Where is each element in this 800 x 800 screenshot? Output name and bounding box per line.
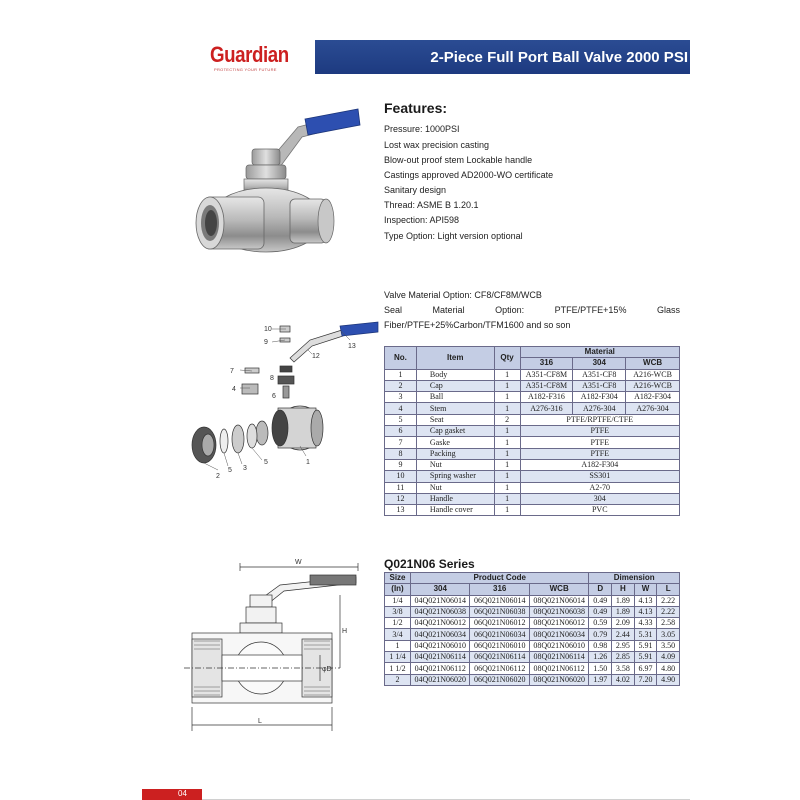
cell-c304: 04Q021N06038 <box>411 606 470 617</box>
callout-label: 2 <box>216 473 220 480</box>
cell-w: 5.31 <box>634 629 657 640</box>
callout-label: 1 <box>306 459 310 466</box>
cell-d: 1.26 <box>589 652 612 663</box>
cell-item: Cap gasket <box>416 426 494 437</box>
page-number: 04 <box>178 789 187 798</box>
header-wcb: WCB <box>626 358 680 369</box>
table-row <box>385 482 680 493</box>
cell-304: A351-CF8 <box>573 369 626 380</box>
header-size: Size <box>385 573 411 584</box>
cell-size: 2 <box>385 674 411 685</box>
table-row <box>385 663 680 674</box>
cell-c304: 04Q021N06020 <box>411 674 470 685</box>
cell-l: 4.09 <box>657 652 680 663</box>
cell-l: 4.80 <box>657 663 680 674</box>
cell-c316: 06Q021N06010 <box>470 640 529 651</box>
table-row <box>385 392 680 403</box>
cell-304: A276-304 <box>573 403 626 414</box>
table-row <box>385 369 680 380</box>
callout-label: 7 <box>230 368 234 375</box>
cell-w: 6.97 <box>634 663 657 674</box>
cell-item: Body <box>416 369 494 380</box>
cell-w: 5.91 <box>634 652 657 663</box>
cell-size: 1 1/2 <box>385 663 411 674</box>
cell-c304: 04Q021N06014 <box>411 595 470 606</box>
cell-no: 13 <box>385 505 417 516</box>
table-row <box>385 437 680 448</box>
cell-wcb: A276-304 <box>626 403 680 414</box>
cell-l: 3.05 <box>657 629 680 640</box>
table-row <box>385 426 680 437</box>
cell-qty: 1 <box>494 448 520 459</box>
cell-material: A2-70 <box>520 482 679 493</box>
header-d: D <box>589 584 612 595</box>
callout-label: 13 <box>348 343 356 350</box>
cell-size: 1/2 <box>385 618 411 629</box>
table-row <box>385 403 680 414</box>
callout-label: 6 <box>272 393 276 400</box>
cell-cwcb: 08Q021N06012 <box>529 618 588 629</box>
feature-line: Type Option: Light version optional <box>384 231 523 241</box>
cell-size: 3/4 <box>385 629 411 640</box>
cell-c316: 06Q021N06034 <box>470 629 529 640</box>
cell-qty: 1 <box>494 493 520 504</box>
header-h: H <box>612 584 635 595</box>
table-row <box>385 652 680 663</box>
cell-item: Seat <box>416 414 494 425</box>
cell-qty: 1 <box>494 459 520 470</box>
dim-label-h: H <box>342 628 348 635</box>
cell-304: A351-CF8 <box>573 380 626 391</box>
table-row <box>385 618 680 629</box>
cell-no: 8 <box>385 448 417 459</box>
feature-line: Thread: ASME B 1.20.1 <box>384 200 479 210</box>
cell-qty: 1 <box>494 403 520 414</box>
cell-qty: 1 <box>494 426 520 437</box>
cell-item: Gaske <box>416 437 494 448</box>
header-304: 304 <box>411 584 470 595</box>
cell-no: 5 <box>385 414 417 425</box>
cell-c304: 04Q021N06034 <box>411 629 470 640</box>
table-row <box>385 606 680 617</box>
cell-d: 1.50 <box>589 663 612 674</box>
dim-label-w: W <box>295 559 302 566</box>
cell-l: 2.22 <box>657 595 680 606</box>
cell-wcb: A216-WCB <box>626 380 680 391</box>
cell-h: 4.02 <box>612 674 635 685</box>
dim-label-l: L <box>258 718 262 725</box>
cell-d: 0.59 <box>589 618 612 629</box>
cell-material: SS301 <box>520 471 679 482</box>
table-row <box>385 629 680 640</box>
cell-no: 2 <box>385 380 417 391</box>
features-title: Features: <box>384 100 448 116</box>
cell-h: 3.58 <box>612 663 635 674</box>
cell-w: 7.20 <box>634 674 657 685</box>
feature-line: Inspection: API598 <box>384 215 460 225</box>
header-product-code: Product Code <box>411 573 589 584</box>
cell-w: 4.13 <box>634 595 657 606</box>
table-row <box>385 448 680 459</box>
cell-c316: 06Q021N06038 <box>470 606 529 617</box>
seal-material-option: Seal Material Option: PTFE/PTFE+15% Glass Fiber/PTFE+25%Carbon/TFM1600 and so son <box>384 305 680 330</box>
cell-l: 2.22 <box>657 606 680 617</box>
cell-316: A351-CF8M <box>520 369 573 380</box>
cell-h: 2.44 <box>612 629 635 640</box>
cell-cwcb: 08Q021N06038 <box>529 606 588 617</box>
dim-label-d: φD <box>322 666 332 673</box>
cell-no: 4 <box>385 403 417 414</box>
cell-c304: 04Q021N06010 <box>411 640 470 651</box>
cell-no: 6 <box>385 426 417 437</box>
cell-316: A351-CF8M <box>520 380 573 391</box>
dimension-drawing <box>180 555 380 745</box>
cell-qty: 1 <box>494 505 520 516</box>
cell-w: 5.91 <box>634 640 657 651</box>
cell-h: 2.09 <box>612 618 635 629</box>
cell-material: PTFE <box>520 448 679 459</box>
table-row <box>385 674 680 685</box>
cell-cwcb: 08Q021N06112 <box>529 663 588 674</box>
header-w: W <box>634 584 657 595</box>
cell-c316: 06Q021N06112 <box>470 663 529 674</box>
cell-d: 1.97 <box>589 674 612 685</box>
cell-item: Handle <box>416 493 494 504</box>
cell-cwcb: 08Q021N06114 <box>529 652 588 663</box>
header-qty: Qty <box>494 347 520 370</box>
cell-wcb: A216-WCB <box>626 369 680 380</box>
series-title: Q021N06 Series <box>384 557 475 571</box>
cell-item: Cap <box>416 380 494 391</box>
header-316: 316 <box>470 584 529 595</box>
cell-material: PTFE/RPTFE/CTFE <box>520 414 679 425</box>
cell-material: A182-F304 <box>520 459 679 470</box>
table-row <box>385 595 680 606</box>
cell-w: 4.33 <box>634 618 657 629</box>
callout-label: 9 <box>264 339 268 346</box>
cell-cwcb: 08Q021N06014 <box>529 595 588 606</box>
cell-qty: 1 <box>494 392 520 403</box>
table-row <box>385 471 680 482</box>
table-row <box>385 640 680 651</box>
cell-item: Spring washer <box>416 471 494 482</box>
cell-no: 12 <box>385 493 417 504</box>
cell-qty: 2 <box>494 414 520 425</box>
feature-line: Blow-out proof stem Lockable handle <box>384 155 533 165</box>
material-table <box>384 346 680 516</box>
cell-h: 1.89 <box>612 595 635 606</box>
callout-label: 12 <box>312 353 320 360</box>
cell-w: 4.13 <box>634 606 657 617</box>
header-wcb: WCB <box>529 584 588 595</box>
cell-c316: 06Q021N06020 <box>470 674 529 685</box>
feature-line: Pressure: 1000PSI <box>384 124 460 134</box>
cell-qty: 1 <box>494 482 520 493</box>
header-size-unit: (In) <box>385 584 411 595</box>
cell-qty: 1 <box>494 369 520 380</box>
cell-item: Handle cover <box>416 505 494 516</box>
cell-c304: 04Q021N06112 <box>411 663 470 674</box>
cell-no: 9 <box>385 459 417 470</box>
cell-316: A276-316 <box>520 403 573 414</box>
table-row <box>385 505 680 516</box>
cell-material: PTFE <box>520 426 679 437</box>
cell-no: 7 <box>385 437 417 448</box>
cell-qty: 1 <box>494 437 520 448</box>
table-row <box>385 380 680 391</box>
feature-line: Castings approved AD2000-WO certificate <box>384 170 554 180</box>
cell-item: Ball <box>416 392 494 403</box>
cell-cwcb: 08Q021N06010 <box>529 640 588 651</box>
cell-d: 0.98 <box>589 640 612 651</box>
cell-no: 11 <box>385 482 417 493</box>
brand-logo: Guardian <box>210 42 289 67</box>
cell-d: 0.79 <box>589 629 612 640</box>
brand-tagline: PROTECTING YOUR FUTURE <box>214 67 277 72</box>
footer-bar <box>142 789 202 800</box>
feature-line: Sanitary design <box>384 185 447 195</box>
cell-no: 10 <box>385 471 417 482</box>
table-row <box>385 493 680 504</box>
page-title: 2-Piece Full Port Ball Valve 2000 PSI <box>430 49 688 66</box>
cell-material: PTFE <box>520 437 679 448</box>
cell-d: 0.49 <box>589 606 612 617</box>
cell-qty: 1 <box>494 471 520 482</box>
cell-cwcb: 08Q021N06034 <box>529 629 588 640</box>
header-dimension: Dimension <box>589 573 680 584</box>
cell-l: 2.58 <box>657 618 680 629</box>
cell-c304: 04Q021N06114 <box>411 652 470 663</box>
cell-h: 2.85 <box>612 652 635 663</box>
cell-material: 304 <box>520 493 679 504</box>
header-316: 316 <box>520 358 573 369</box>
cell-size: 1/4 <box>385 595 411 606</box>
cell-h: 1.89 <box>612 606 635 617</box>
callout-label: 5 <box>228 467 232 474</box>
cell-l: 3.50 <box>657 640 680 651</box>
cell-size: 1 1/4 <box>385 652 411 663</box>
cell-cwcb: 08Q021N06020 <box>529 674 588 685</box>
table-row <box>385 459 680 470</box>
callout-label: 8 <box>270 375 274 382</box>
cell-c316: 06Q021N06114 <box>470 652 529 663</box>
cell-c316: 06Q021N06012 <box>470 618 529 629</box>
valve-photo <box>180 105 370 275</box>
cell-304: A182-F304 <box>573 392 626 403</box>
callout-label: 10 <box>264 326 272 333</box>
table-row <box>385 414 680 425</box>
callout-label: 3 <box>243 465 247 472</box>
cell-l: 4.90 <box>657 674 680 685</box>
exploded-view-drawing <box>180 318 380 488</box>
header-304: 304 <box>573 358 626 369</box>
cell-size: 1 <box>385 640 411 651</box>
header-material: Material <box>520 347 679 358</box>
cell-item: Nut <box>416 459 494 470</box>
valve-material-option: Valve Material Option: CF8/CF8M/WCB <box>384 290 542 300</box>
cell-h: 2.95 <box>612 640 635 651</box>
cell-c316: 06Q021N06014 <box>470 595 529 606</box>
header-l: L <box>657 584 680 595</box>
cell-item: Packing <box>416 448 494 459</box>
cell-material: PVC <box>520 505 679 516</box>
cell-c304: 04Q021N06012 <box>411 618 470 629</box>
cell-item: Nut <box>416 482 494 493</box>
feature-line: Lost wax precision casting <box>384 140 490 150</box>
series-table <box>384 572 680 686</box>
header-no: No. <box>385 347 417 370</box>
cell-item: Stem <box>416 403 494 414</box>
cell-316: A182-F316 <box>520 392 573 403</box>
cell-qty: 1 <box>494 380 520 391</box>
cell-size: 3/8 <box>385 606 411 617</box>
cell-d: 0.49 <box>589 595 612 606</box>
header-item: Item <box>416 347 494 370</box>
callout-label: 4 <box>232 386 236 393</box>
callout-label: 5 <box>264 459 268 466</box>
cell-wcb: A182-F304 <box>626 392 680 403</box>
cell-no: 1 <box>385 369 417 380</box>
cell-no: 3 <box>385 392 417 403</box>
